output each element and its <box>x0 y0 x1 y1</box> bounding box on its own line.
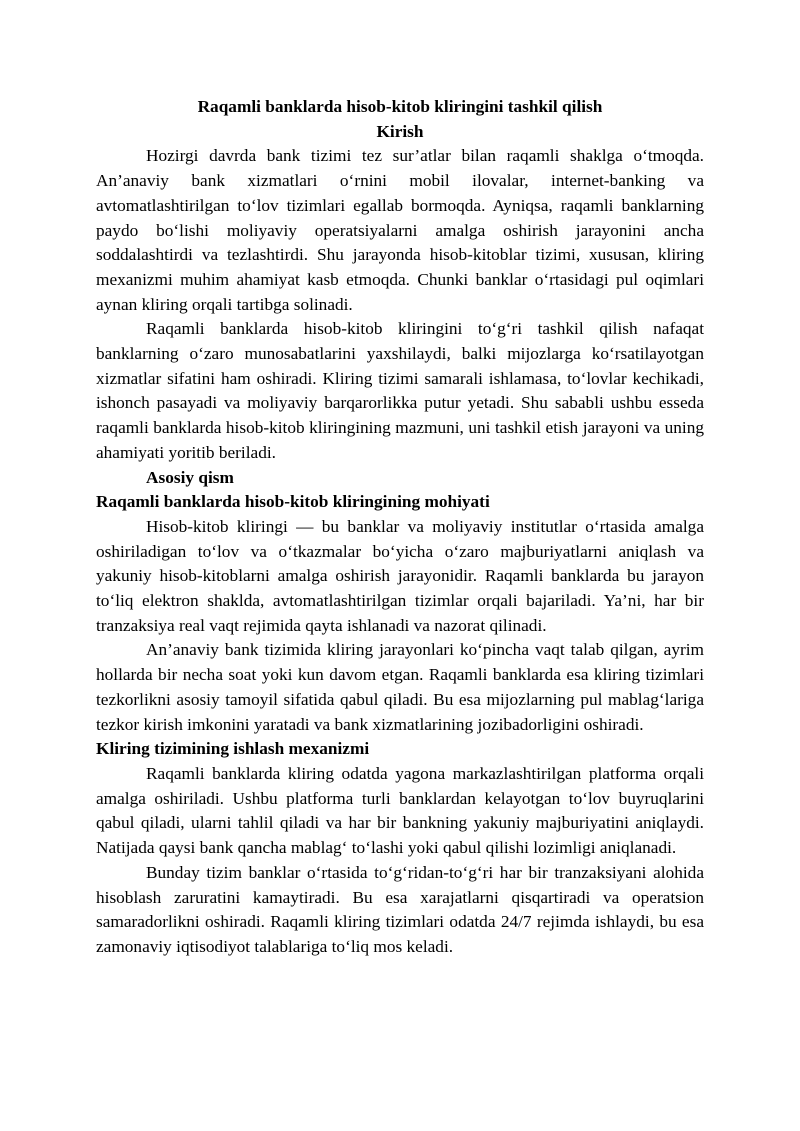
section-2-paragraph-1: Raqamli banklarda kliring odatda yagona markazlashtirilgan platforma orqali amalga oshiriladi. Ushbu platforma turli banklardan kelayotgan to‘lov buyruqlarini qabul qiladi, ularni tahlil qiladi va har bir bankning yakuniy majburiyatini aniqlaydi. Natijada qaysi bank qancha mablag‘ to‘lashi yoki qabul qilishi lozimligi aniqlanadi. <box>96 763 704 858</box>
section-2-paragraph-2: Bunday tizim banklar o‘rtasida to‘g‘ridan-to‘g‘ri har bir tranzaksiyani alohida hisoblash zaruratini kamaytiradi. Bu esa xarajatlarni qisqartiradi va operatsion samaradorlikni oshiradi. Raqamli kliring tizimlari odatda 24/7 rejimda ishlaydi, bu esa zamonaviy iqtisodiyot talablariga to‘liq mos keladi. <box>96 862 704 956</box>
section-1-heading: Raqamli banklarda hisob-kitob kliringining mohiyati <box>96 492 490 512</box>
section-2-heading: Kliring tizimining ishlash mexanizmi <box>96 739 370 759</box>
main-part-label: Asosiy qism <box>146 467 234 487</box>
intro-paragraph-2: Raqamli banklarda hisob-kitob kliringini to‘g‘ri tashkil qilish nafaqat banklarning o‘zaro munosabatlarini yaxshilaydi, balki mijozlarga ko‘rsatilayotgan xizmatlar sifatini ham oshiradi. Kliring tizimi samarali ishlamasa, to‘lovlar kechikadi, ishonch pasayadi va moliyaviy barqarorlikka putur yetadi. Shu sababli ushbu esseda raqamli banklarda hisob-kitob kliringining mazmuni, uni tashkil etish jarayoni va uning ahamiyati yoritib beriladi. <box>96 319 704 462</box>
intro-heading: Kirish <box>376 121 424 141</box>
section-1-paragraph-1: Hisob-kitob kliringi — bu banklar va moliyaviy institutlar o‘rtasida amalga oshiriladigan to‘lov va o‘tkazmalar bo‘yicha o‘zaro majburiyatlarni aniqlash va yakuniy hisob-kitoblarni amalga oshirish jarayonidir. Raqamli banklarda bu jarayon to‘liq elektron shaklda, avtomatlashtirilgan tizimlar orqali bajariladi. Ya’ni, har bir tranzaksiya real vaqt rejimida qayta ishlanadi va nazorat qilinadi. <box>96 516 704 635</box>
section-1-paragraph-2: An’anaviy bank tizimida kliring jarayonlari ko‘pincha vaqt talab qilgan, ayrim hollarda bir necha soat yoki kun davom etgan. Raqamli banklarda esa kliring tizimlari tezkorlikni asosiy tamoyil sifatida qabul qiladi. Bu esa mijozlarning pul mablag‘lariga tezkor kirish imkonini yaratadi va bank xizmatlarining jozibadorligini oshiradi. <box>96 640 704 734</box>
intro-paragraph-1: Hozirgi davrda bank tizimi tez sur’atlar bilan raqamli shaklga o‘tmoqda. An’anaviy bank xizmatlari o‘rnini mobil ilovalar, internet-banking va avtomatlashtirilgan to‘lov tizimlari egallab bormoqda. Ayniqsa, raqamli banklarning paydo bo‘lishi moliyaviy operatsiyalarni amalga oshirish jarayonini ancha soddalashtirdi va tezlashtirdi. Shu jarayonda hisob-kitoblar tizimi, xususan, kliring mexanizmi muhim ahamiyat kasb etmoqda. Chunki banklar o‘rtasidagi pul oqimlari aynan kliring orqali tartibga solinadi. <box>96 146 704 314</box>
document-title: Raqamli banklarda hisob-kitob kliringini tashkil qilish <box>197 97 603 116</box>
